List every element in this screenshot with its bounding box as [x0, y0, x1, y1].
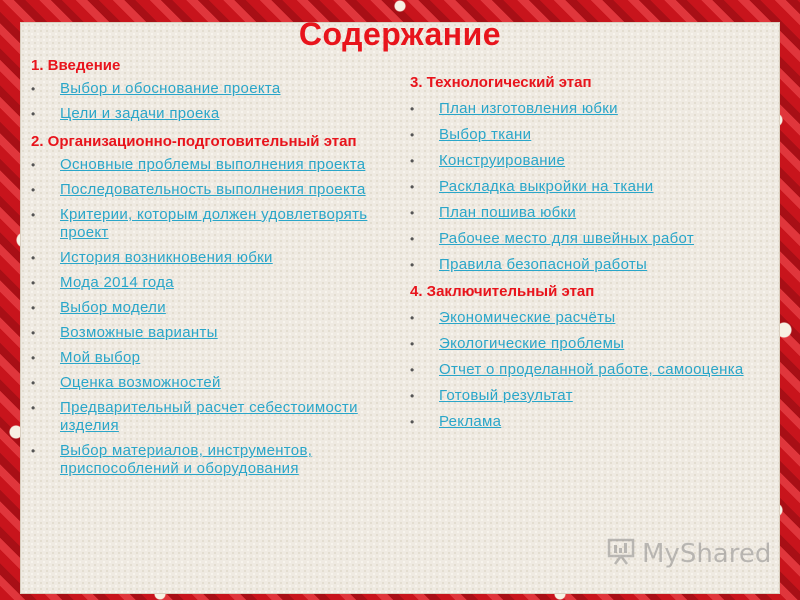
toc-right-column	[410, 73, 760, 431]
toc-item	[31, 349, 376, 367]
toc-item	[31, 206, 376, 242]
toc-item	[410, 126, 760, 144]
toc-link[interactable]: Раскладка выкройки на ткани	[439, 178, 654, 195]
toc-item	[410, 335, 760, 353]
toc-link[interactable]: Возможные варианты	[60, 324, 218, 341]
toc-link[interactable]: Отчет о проделанной работе, самооценка	[439, 361, 744, 378]
toc-link[interactable]: Выбор ткани	[439, 126, 532, 143]
toc-link[interactable]: Выбор и обоснование проекта	[60, 80, 281, 97]
toc-link[interactable]: Реклама	[439, 413, 502, 430]
toc-link[interactable]: Правила безопасной работы	[439, 256, 648, 273]
toc-link[interactable]: Цели и задачи проека	[60, 105, 220, 122]
toc-item	[410, 309, 760, 327]
toc-link[interactable]: Экономические расчёты	[439, 309, 616, 326]
toc-item	[31, 442, 376, 478]
section-heading-intro: 1. Введение	[31, 57, 121, 74]
toc-link[interactable]: Основные проблемы выполнения проекта	[60, 156, 366, 173]
toc-link[interactable]: Предварительный расчет себестоимости изделия	[60, 399, 358, 434]
watermark	[606, 536, 771, 571]
toc-link[interactable]: Готовый результат	[439, 387, 573, 404]
toc-link[interactable]: Критерии, которым должен удовлетворять проект	[60, 206, 368, 241]
toc-item	[31, 156, 376, 174]
toc-item	[31, 249, 376, 267]
toc-item	[410, 413, 760, 431]
watermark-text: MyShared	[642, 538, 772, 569]
toc-item	[31, 374, 376, 392]
toc-item	[410, 230, 760, 248]
toc-item	[410, 204, 760, 222]
toc-link[interactable]: Мода 2014 года	[60, 274, 174, 291]
toc-item	[31, 105, 376, 123]
toc-item	[31, 181, 376, 199]
toc-link[interactable]: История возникновения юбки	[60, 249, 273, 266]
toc-link[interactable]: Рабочее место для швейных работ	[439, 230, 695, 247]
toc-item	[31, 299, 376, 317]
toc-item	[410, 361, 760, 379]
toc-left-column	[31, 56, 376, 478]
presentation-board-icon	[606, 536, 636, 571]
toc-item	[410, 100, 760, 118]
toc-item	[410, 152, 760, 170]
toc-link[interactable]: План изготовления юбки	[439, 100, 618, 117]
toc-item	[31, 399, 376, 435]
toc-item	[31, 324, 376, 342]
toc-item	[31, 274, 376, 292]
section-heading-final: 4. Заключительный этап	[410, 283, 595, 300]
toc-link[interactable]: Мой выбор	[60, 349, 141, 366]
toc-item	[410, 256, 760, 274]
toc-link[interactable]: Оценка возможностей	[60, 374, 221, 391]
toc-list-technological	[410, 100, 760, 274]
toc-item	[410, 387, 760, 405]
toc-list-final	[410, 309, 760, 431]
toc-link[interactable]: Конструирование	[439, 152, 566, 169]
section-heading-organizational: 2. Организационно-подготовительный этап	[31, 133, 357, 150]
toc-list-organizational	[31, 156, 376, 478]
toc-link[interactable]: План пошива юбки	[439, 204, 577, 221]
section-heading-technological: 3. Технологический этап	[410, 74, 592, 91]
toc-link[interactable]: Выбор материалов, инструментов, приспособлений и оборудования	[60, 442, 313, 477]
page-title: Содержание	[298, 16, 502, 52]
toc-link[interactable]: Последовательность выполнения проекта	[60, 181, 366, 198]
toc-item	[410, 178, 760, 196]
toc-list-intro	[31, 80, 376, 123]
toc-item	[31, 80, 376, 98]
toc-link[interactable]: Экологические проблемы	[439, 335, 625, 352]
toc-link[interactable]: Выбор модели	[60, 299, 166, 316]
